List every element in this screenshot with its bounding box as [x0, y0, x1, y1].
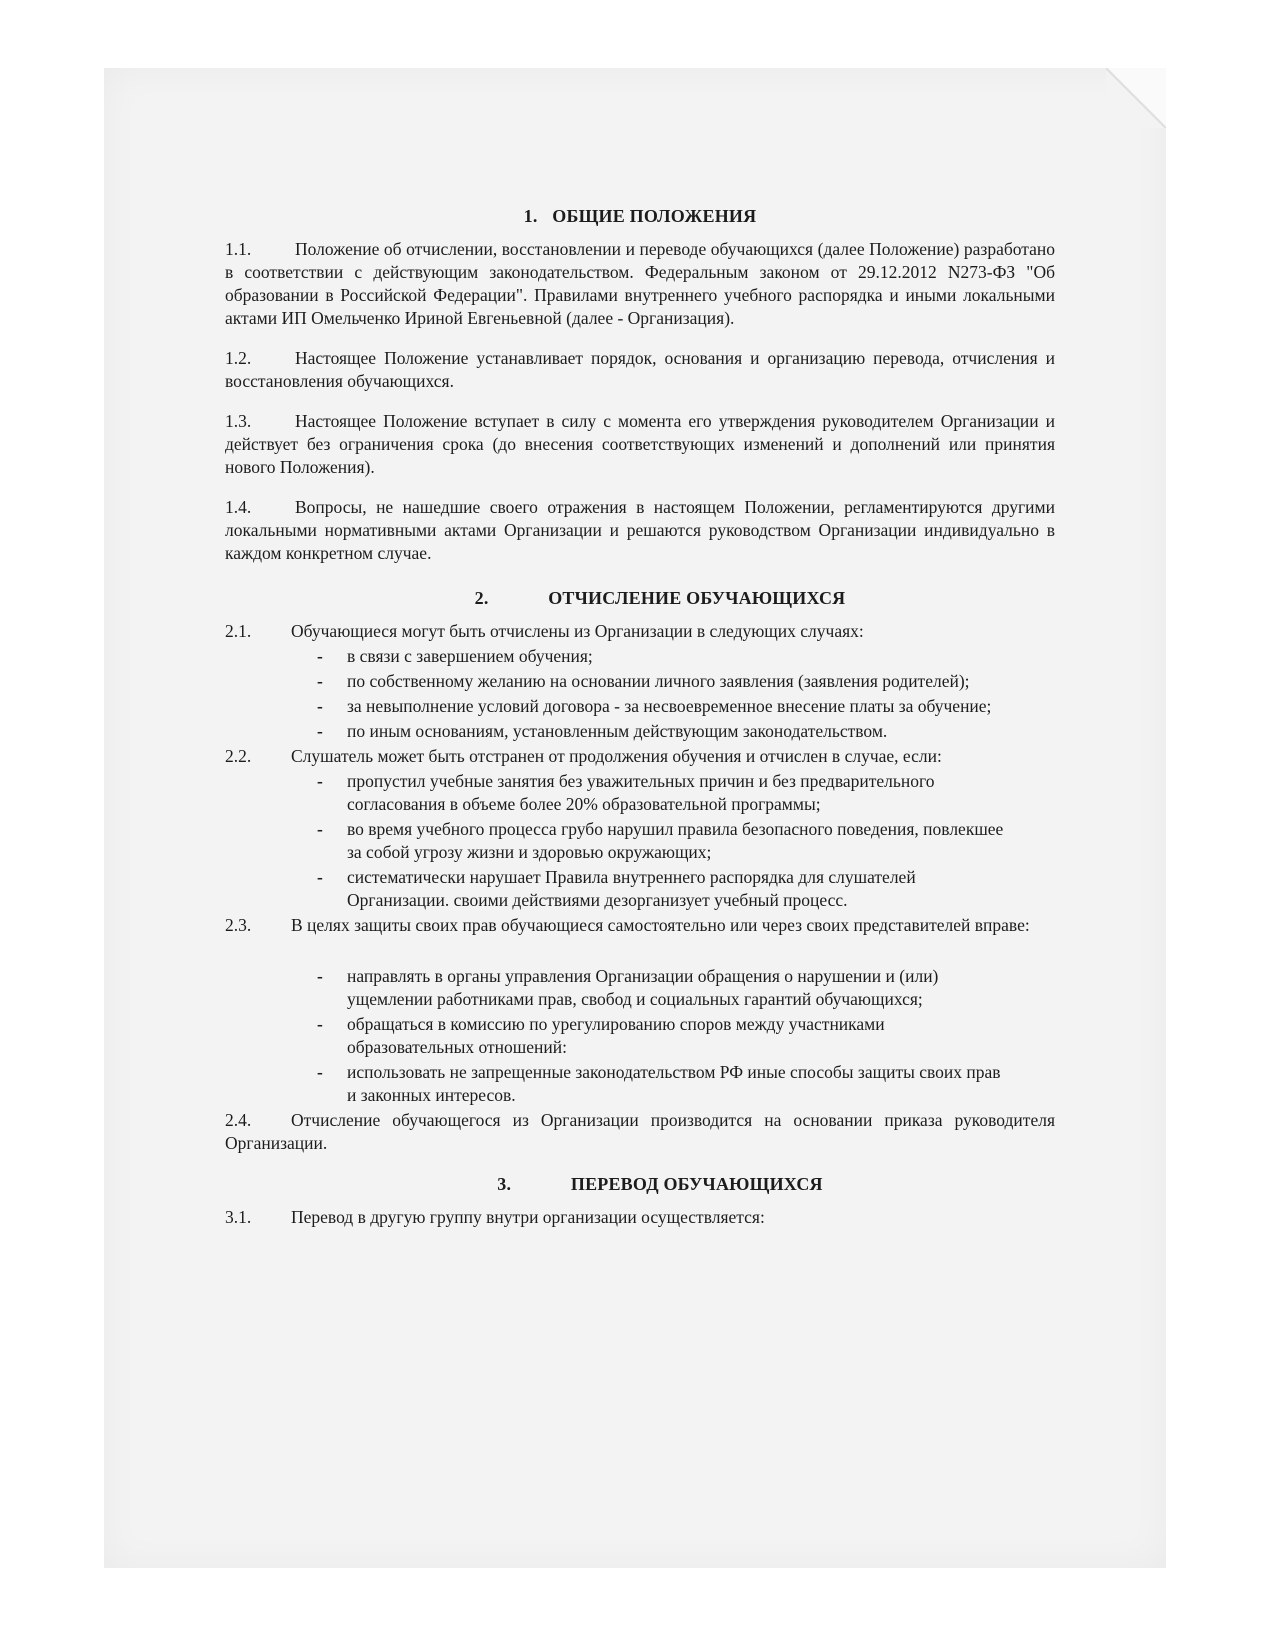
paragraph-text: Положение об отчислении, восстановлении и переводе обучающихся (далее Положение) разработано в соответствии с действующим законодательством. Федеральным законом от 29.12.2012 N273-ФЗ "Об образовании в Российской Федерации". Правилами внутреннего учебного распорядка и иными локальными актами ИП Омельченко Ириной Евгеньевной (далее - Организация). — [225, 239, 1055, 328]
list-item: - пропустил учебные занятия без уважительных причин и без предварительного согласования в объеме более 20% образовательной программы; — [317, 770, 1007, 816]
section-2-heading — [265, 587, 1055, 610]
list-item: - систематически нарушает Правила внутреннего распорядка для слушателей Организации. своими действиями дезорганизует учебный процесс. — [317, 866, 1007, 912]
paragraph-2-4 — [225, 1109, 1055, 1155]
section-1-number: 1. — [523, 206, 538, 226]
paragraph-number: 1.4. — [225, 497, 252, 517]
list-item: - обращаться в комиссию по урегулированию споров между участниками образовательных отношений: — [317, 1013, 1007, 1059]
list-item: - использовать не запрещенные законодательством РФ иные способы защиты своих прав и законных интересов. — [317, 1061, 1007, 1107]
paragraph-1-1 — [225, 238, 1055, 330]
section-3-number: 3. — [497, 1174, 512, 1194]
paragraph-text: В целях защиты своих прав обучающиеся самостоятельно или через своих представителей вправе: — [291, 915, 1030, 935]
paragraph-number: 2.4. — [225, 1110, 252, 1130]
section-3-heading — [265, 1173, 1055, 1196]
section-1-heading — [225, 205, 1055, 228]
paragraph-text: Настоящее Положение устанавливает порядок, основания и организацию перевода, отчисления и восстановления обучающихся. — [225, 348, 1055, 391]
paragraph-number: 2.2. — [225, 746, 252, 766]
paragraph-number: 2.1. — [225, 621, 252, 641]
paragraph-1-4 — [225, 496, 1055, 565]
paragraph-number: 1.1. — [225, 239, 252, 259]
section-2-number: 2. — [474, 588, 489, 608]
paragraph-text: Перевод в другую группу внутри организации осуществляется: — [291, 1207, 765, 1227]
paragraph-number: 1.3. — [225, 411, 252, 431]
section-3-title: ПЕРЕВОД ОБУЧАЮЩИХСЯ — [570, 1174, 823, 1194]
paragraph-1-3 — [225, 410, 1055, 479]
list-item: - во время учебного процесса грубо нарушил правила безопасного поведения, повлекшее за собой угрозу жизни и здоровью окружающих; — [317, 818, 1007, 864]
paragraph-text: Слушатель может быть отстранен от продолжения обучения и отчислен в случае, если: — [291, 746, 942, 766]
spacer — [225, 939, 1055, 965]
paragraph-2-2 — [225, 745, 1055, 768]
paragraph-text: Отчисление обучающегося из Организации производится на основании приказа руководителя Организации. — [225, 1110, 1055, 1153]
paragraph-2-3 — [225, 914, 1055, 937]
document-body — [225, 205, 1055, 1231]
paragraph-number: 2.3. — [225, 915, 252, 935]
paragraph-1-2 — [225, 347, 1055, 393]
list-item: - по собственному желанию на основании личного заявления (заявления родителей); — [317, 670, 1007, 693]
section-2-title: ОТЧИСЛЕНИЕ ОБУЧАЮЩИХСЯ — [548, 588, 846, 608]
page-fold-corner — [1106, 68, 1166, 128]
paragraph-text: Вопросы, не нашедшие своего отражения в настоящем Положении, регламентируются другими локальными нормативными актами Организации и решаются руководством Организации индивидуально в каждом конкретном случае. — [225, 497, 1055, 563]
list-item: - по иным основаниям, установленным действующим законодательством. — [317, 720, 1007, 743]
section-1-title: ОБЩИЕ ПОЛОЖЕНИЯ — [552, 206, 757, 226]
paragraph-text: Настоящее Положение вступает в силу с момента его утверждения руководителем Организации и действует без ограничения срока (до внесения соответствующих изменений и дополнений или принятия нового Положения). — [225, 411, 1055, 477]
list-item: - за невыполнение условий договора - за несвоевременное внесение платы за обучение; — [317, 695, 1007, 718]
paragraph-2-1 — [225, 620, 1055, 643]
paragraph-text: Обучающиеся могут быть отчислены из Организации в следующих случаях: — [291, 621, 864, 641]
list-2-1 — [225, 645, 1055, 743]
list-2-2 — [225, 770, 1055, 912]
paragraph-number: 1.2. — [225, 348, 252, 368]
paragraph-3-1 — [225, 1206, 1055, 1229]
list-item: - в связи с завершением обучения; — [317, 645, 1007, 668]
paragraph-number: 3.1. — [225, 1207, 252, 1227]
list-2-3 — [225, 965, 1055, 1107]
list-item: - направлять в органы управления Организации обращения о нарушении и (или) ущемлении работниками прав, свобод и социальных гарантий обучающихся; — [317, 965, 1007, 1011]
